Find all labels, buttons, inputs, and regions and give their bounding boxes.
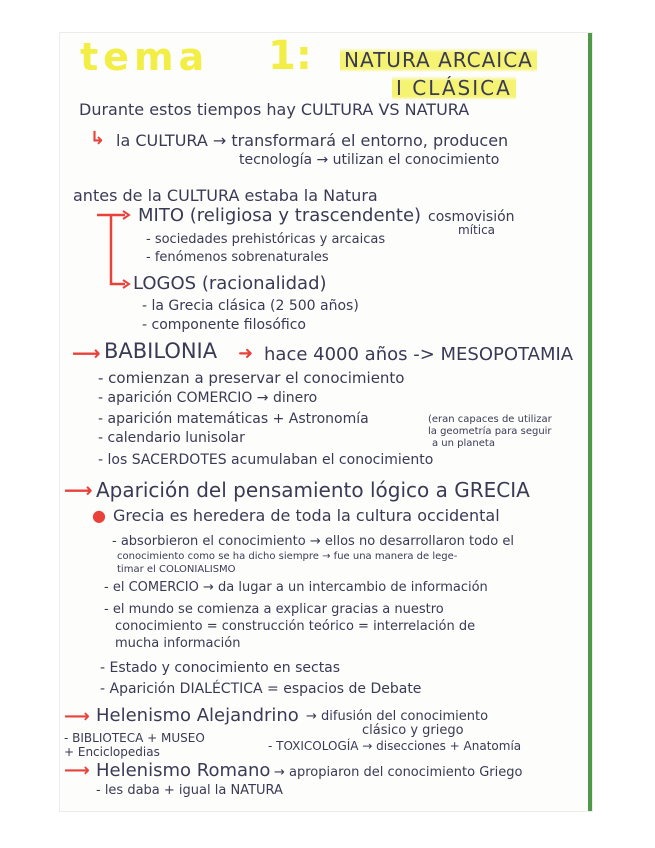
line-logos: LOGOS (racionalidad) [133,273,327,294]
line-gr-3b: conocimiento = construcción teórico = interrelación de [115,619,476,634]
line-grecia: Grecia es heredera de toda la cultura occidental [113,506,500,525]
line-hel-rom: Helenismo Romano [96,760,271,781]
line-gr-1b: conocimiento como se ha dicho siempre → fue una manera de lege- [117,551,458,562]
line-antes: antes de la CULTURA estaba la Natura [73,186,378,205]
line-bab-3-note2: la geometría para seguir [428,426,552,437]
line-aparicion: Aparición del pensamiento lógico a GRECIA [96,478,530,502]
line-gr-5: - Aparición DIALÉCTICA = espacios de Debate [100,681,422,697]
line-hel-alej-c: clásico y griego [362,723,464,738]
line-hel-rom-c: - les daba + igual la NATURA [96,783,283,798]
line-babilonia-b: hace 4000 años -> MESOPOTAMIA [264,344,574,365]
bracket-icon [95,212,135,292]
arrow-icon: ⟶ [64,478,93,502]
line-bab-3-note1: (eran capaces de utilizar [428,414,552,425]
line-mito-a: - sociedades prehistóricas y arcaicas [146,232,386,247]
line-hel-3: - TOXICOLOGÍA → disecciones + Anatomía [268,739,522,753]
line-bab-4: - calendario lunisolar [98,430,245,446]
line-logos-b: - componente filosófico [142,317,306,333]
line-gr-1: - absorbieron el conocimiento → ellos no desarrollaron todo el [112,534,514,549]
line-hel-alej: Helenismo Alejandrino [96,705,299,726]
line-mito: MITO (religiosa y trascendente) [138,205,422,226]
line-hel-alej-b: → difusión del conocimiento [306,709,489,724]
line-gr-3: - el mundo se comienza a explicar gracias a nuestro [104,602,444,617]
bullet-icon: ● [92,506,106,525]
title-word: tema [80,35,210,79]
line-bab-3-note3: a un planeta [432,438,495,449]
line-hel-2: + Enciclopedias [64,745,160,759]
line-gr-3c: mucha información [115,636,241,651]
line-bab-5: - los SACERDOTES acumulaban el conocimiento [98,452,434,468]
title-number: 1: [268,33,312,79]
line-hel-rom-b: → apropiaron del conocimiento Griego [274,765,523,780]
line-bab-1: - comienzan a preservar el conocimiento [98,369,405,387]
line-gr-2: - el COMERCIO → da lugar a un intercambio de información [104,580,488,595]
title-subtitle-1: NATURA ARCAICA [340,50,537,70]
line-gr-1c: timar el COLONIALISMO [117,564,236,575]
arrow-icon: ↳ [90,128,106,149]
line-intro: Durante estos tiempos hay CULTURA VS NATURA [79,100,470,119]
line-mitica: mítica [458,223,496,237]
line-cultura: la CULTURA → transformará el entorno, producen [116,131,509,150]
sheet-edge [588,33,592,811]
arrow-icon: ⟶ [72,341,101,365]
line-cosmovision: cosmovisión [428,209,515,225]
arrow-icon: ⟶ [64,760,90,781]
arrow-icon: ⟶ [64,706,90,727]
arrow-icon: ➜ [238,343,254,364]
line-bab-2: - aparición COMERCIO → dinero [98,390,318,406]
line-bab-3: - aparición matemáticas + Astronomía [98,411,369,427]
line-babilonia: BABILONIA [104,339,218,363]
line-hel-1: - BIBLIOTECA + MUSEO [64,731,205,745]
line-tecnologia: tecnología → utilizan el conocimiento [239,152,500,168]
line-gr-4: - Estado y conocimiento en sectas [100,660,341,676]
title-subtitle-2: I CLÁSICA [392,78,516,98]
line-logos-a: - la Grecia clásica (2 500 años) [142,298,359,314]
line-mito-b: - fenómenos sobrenaturales [146,250,329,265]
